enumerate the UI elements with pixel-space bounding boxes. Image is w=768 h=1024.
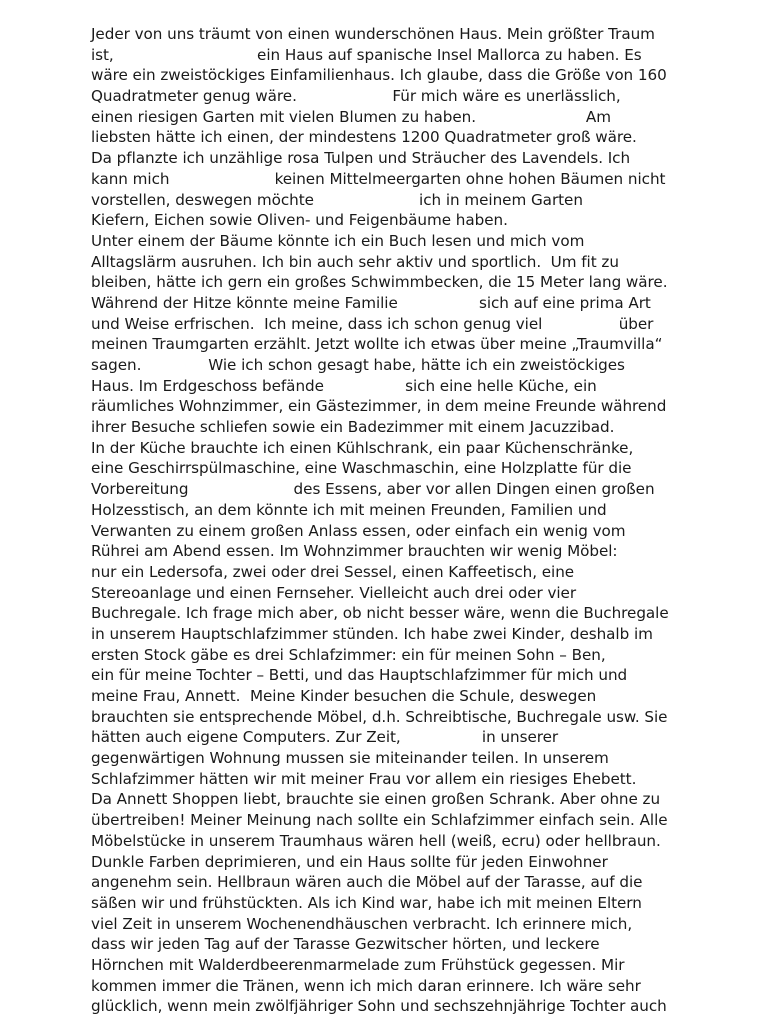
- text-line: liebsten hätte ich einen, der mindestens 1200 Quadratmeter groß wäre.: [91, 128, 637, 147]
- text-line: einen riesigen Garten mit vielen Blumen zu haben. Am: [91, 107, 611, 126]
- text-line: Kiefern, Eichen sowie Oliven- und Feigenbäume haben.: [91, 211, 508, 230]
- text-line: hätten auch eigene Computers. Zur Zeit, in unserer: [91, 728, 559, 747]
- text-line: In der Küche brauchte ich einen Kühlschrank, ein paar Küchenschränke,: [91, 438, 634, 457]
- text-line: säßen wir und frühstückten. Als ich Kind war, habe ich mit meinen Eltern: [91, 893, 642, 912]
- text-line: vorstellen, deswegen möchte ich in meinem Garten: [91, 190, 583, 209]
- text-line: Alltagslärm ausruhen. Ich bin auch sehr aktiv und sportlich. Um fit zu: [91, 252, 619, 271]
- text-line: brauchten sie entsprechende Möbel, d.h. Schreibtische, Buchregale usw. Sie: [91, 707, 668, 726]
- text-line: glücklich, wenn mein zwölfjähriger Sohn und sechszehnjährige Tochter auch: [91, 997, 667, 1016]
- text-line: Holzesstisch, an dem könnte ich mit meinen Freunden, Familien und: [91, 500, 607, 519]
- text-line: räumliches Wohnzimmer, ein Gästezimmer, in dem meine Freunde während: [91, 397, 667, 416]
- text-line: übertreiben! Meiner Meinung nach sollte ein Schlafzimmer einfach sein. Alle: [91, 811, 668, 830]
- text-line: Möbelstücke in unserem Traumhaus wären hell (weiß, ecru) oder hellbraun.: [91, 831, 661, 850]
- text-line: kann mich keinen Mittelmeergarten ohne hohen Bäumen nicht: [91, 169, 666, 188]
- text-line: wäre ein zweistöckiges Einfamilienhaus. Ich glaube, dass die Größe von 160: [91, 66, 667, 85]
- text-line: nur ein Ledersofa, zwei oder drei Sessel, einen Kaffeetisch, eine: [91, 562, 575, 581]
- text-line: meinen Traumgarten erzählt. Jetzt wollte ich etwas über meine „Traumvilla“: [91, 335, 663, 354]
- text-line: und Weise erfrischen. Ich meine, dass ich schon genug viel über: [91, 314, 654, 333]
- text-line: Da Annett Shoppen liebt, brauchte sie einen großen Schrank. Aber ohne zu: [91, 790, 661, 809]
- text-line: Rührei am Abend essen. Im Wohnzimmer brauchten wir wenig Möbel:: [91, 542, 618, 561]
- text-line: Verwanten zu einem großen Anlass essen, oder einfach ein wenig vom: [91, 521, 626, 540]
- text-line: Haus. Im Erdgeschoss befände sich eine helle Küche, ein: [91, 376, 597, 395]
- text-line: Stereoanlage und einen Fernseher. Vielleicht auch drei oder vier: [91, 583, 577, 602]
- text-line: Quadratmeter genug wäre. Für mich wäre es unerlässlich,: [91, 87, 621, 106]
- text-line: ersten Stock gäbe es drei Schlafzimmer: ein für meinen Sohn – Ben,: [91, 645, 606, 664]
- text-line: Da pflanzte ich unzählige rosa Tulpen und Sträucher des Lavendels. Ich: [91, 149, 631, 168]
- text-line: in unserem Hauptschlafzimmer stünden. Ich habe zwei Kinder, deshalb im: [91, 624, 653, 643]
- text-line: kommen immer die Tränen, wenn ich mich daran erinnere. Ich wäre sehr: [91, 976, 641, 995]
- text-line: Buchregale. Ich frage mich aber, ob nicht besser wäre, wenn die Buchregale: [91, 604, 669, 623]
- text-line: dass wir jeden Tag auf der Tarasse Gezwitscher hörten, und leckere: [91, 935, 600, 954]
- text-line: Vorbereitung des Essens, aber vor allen Dingen einen großen: [91, 480, 655, 499]
- text-line: eine Geschirrspülmaschine, eine Waschmaschin, eine Holzplatte für die: [91, 459, 632, 478]
- text-line: ist, ein Haus auf spanische Insel Mallorca zu haben. Es: [91, 45, 642, 64]
- text-line: Jeder von uns träumt von einen wunderschönen Haus. Mein größter Traum: [91, 25, 655, 43]
- text-line: Während der Hitze könnte meine Familie sich auf eine prima Art: [91, 293, 651, 312]
- text-line: meine Frau, Annett. Meine Kinder besuchen die Schule, deswegen: [91, 687, 597, 705]
- text-line: ein für meine Tochter – Betti, und das Hauptschlafzimmer für mich und: [91, 666, 628, 685]
- text-line: ihrer Besuche schliefen sowie ein Badezimmer mit einem Jacuzzibad.: [91, 418, 615, 437]
- text-line: Schlafzimmer hätten wir mit meiner Frau vor allem ein riesiges Ehebett.: [91, 769, 637, 788]
- text-line: Hörnchen mit Walderdbeerenmarmelade zum Frühstück gegessen. Mir: [91, 955, 625, 974]
- text-line: Dunkle Farben deprimieren, und ein Haus sollte für jeden Einwohner: [91, 852, 608, 871]
- text-line: viel Zeit in unserem Wochenendhäuschen verbracht. Ich erinnere mich,: [91, 914, 633, 933]
- text-line: bleiben, hätte ich gern ein großes Schwimmbecken, die 15 Meter lang wäre.: [91, 273, 668, 292]
- text-line: angenehm sein. Hellbraun wären auch die Möbel auf der Tarasse, auf die: [91, 873, 643, 892]
- text-line: sagen. Wie ich schon gesagt habe, hätte ich ein zweistöckiges: [91, 356, 625, 374]
- text-line: gegenwärtigen Wohnung mussen sie miteinander teilen. In unserem: [91, 749, 609, 768]
- essay-text: [91, 24, 731, 1017]
- text-line: Unter einem der Bäume könnte ich ein Buch lesen und mich vom: [91, 231, 585, 250]
